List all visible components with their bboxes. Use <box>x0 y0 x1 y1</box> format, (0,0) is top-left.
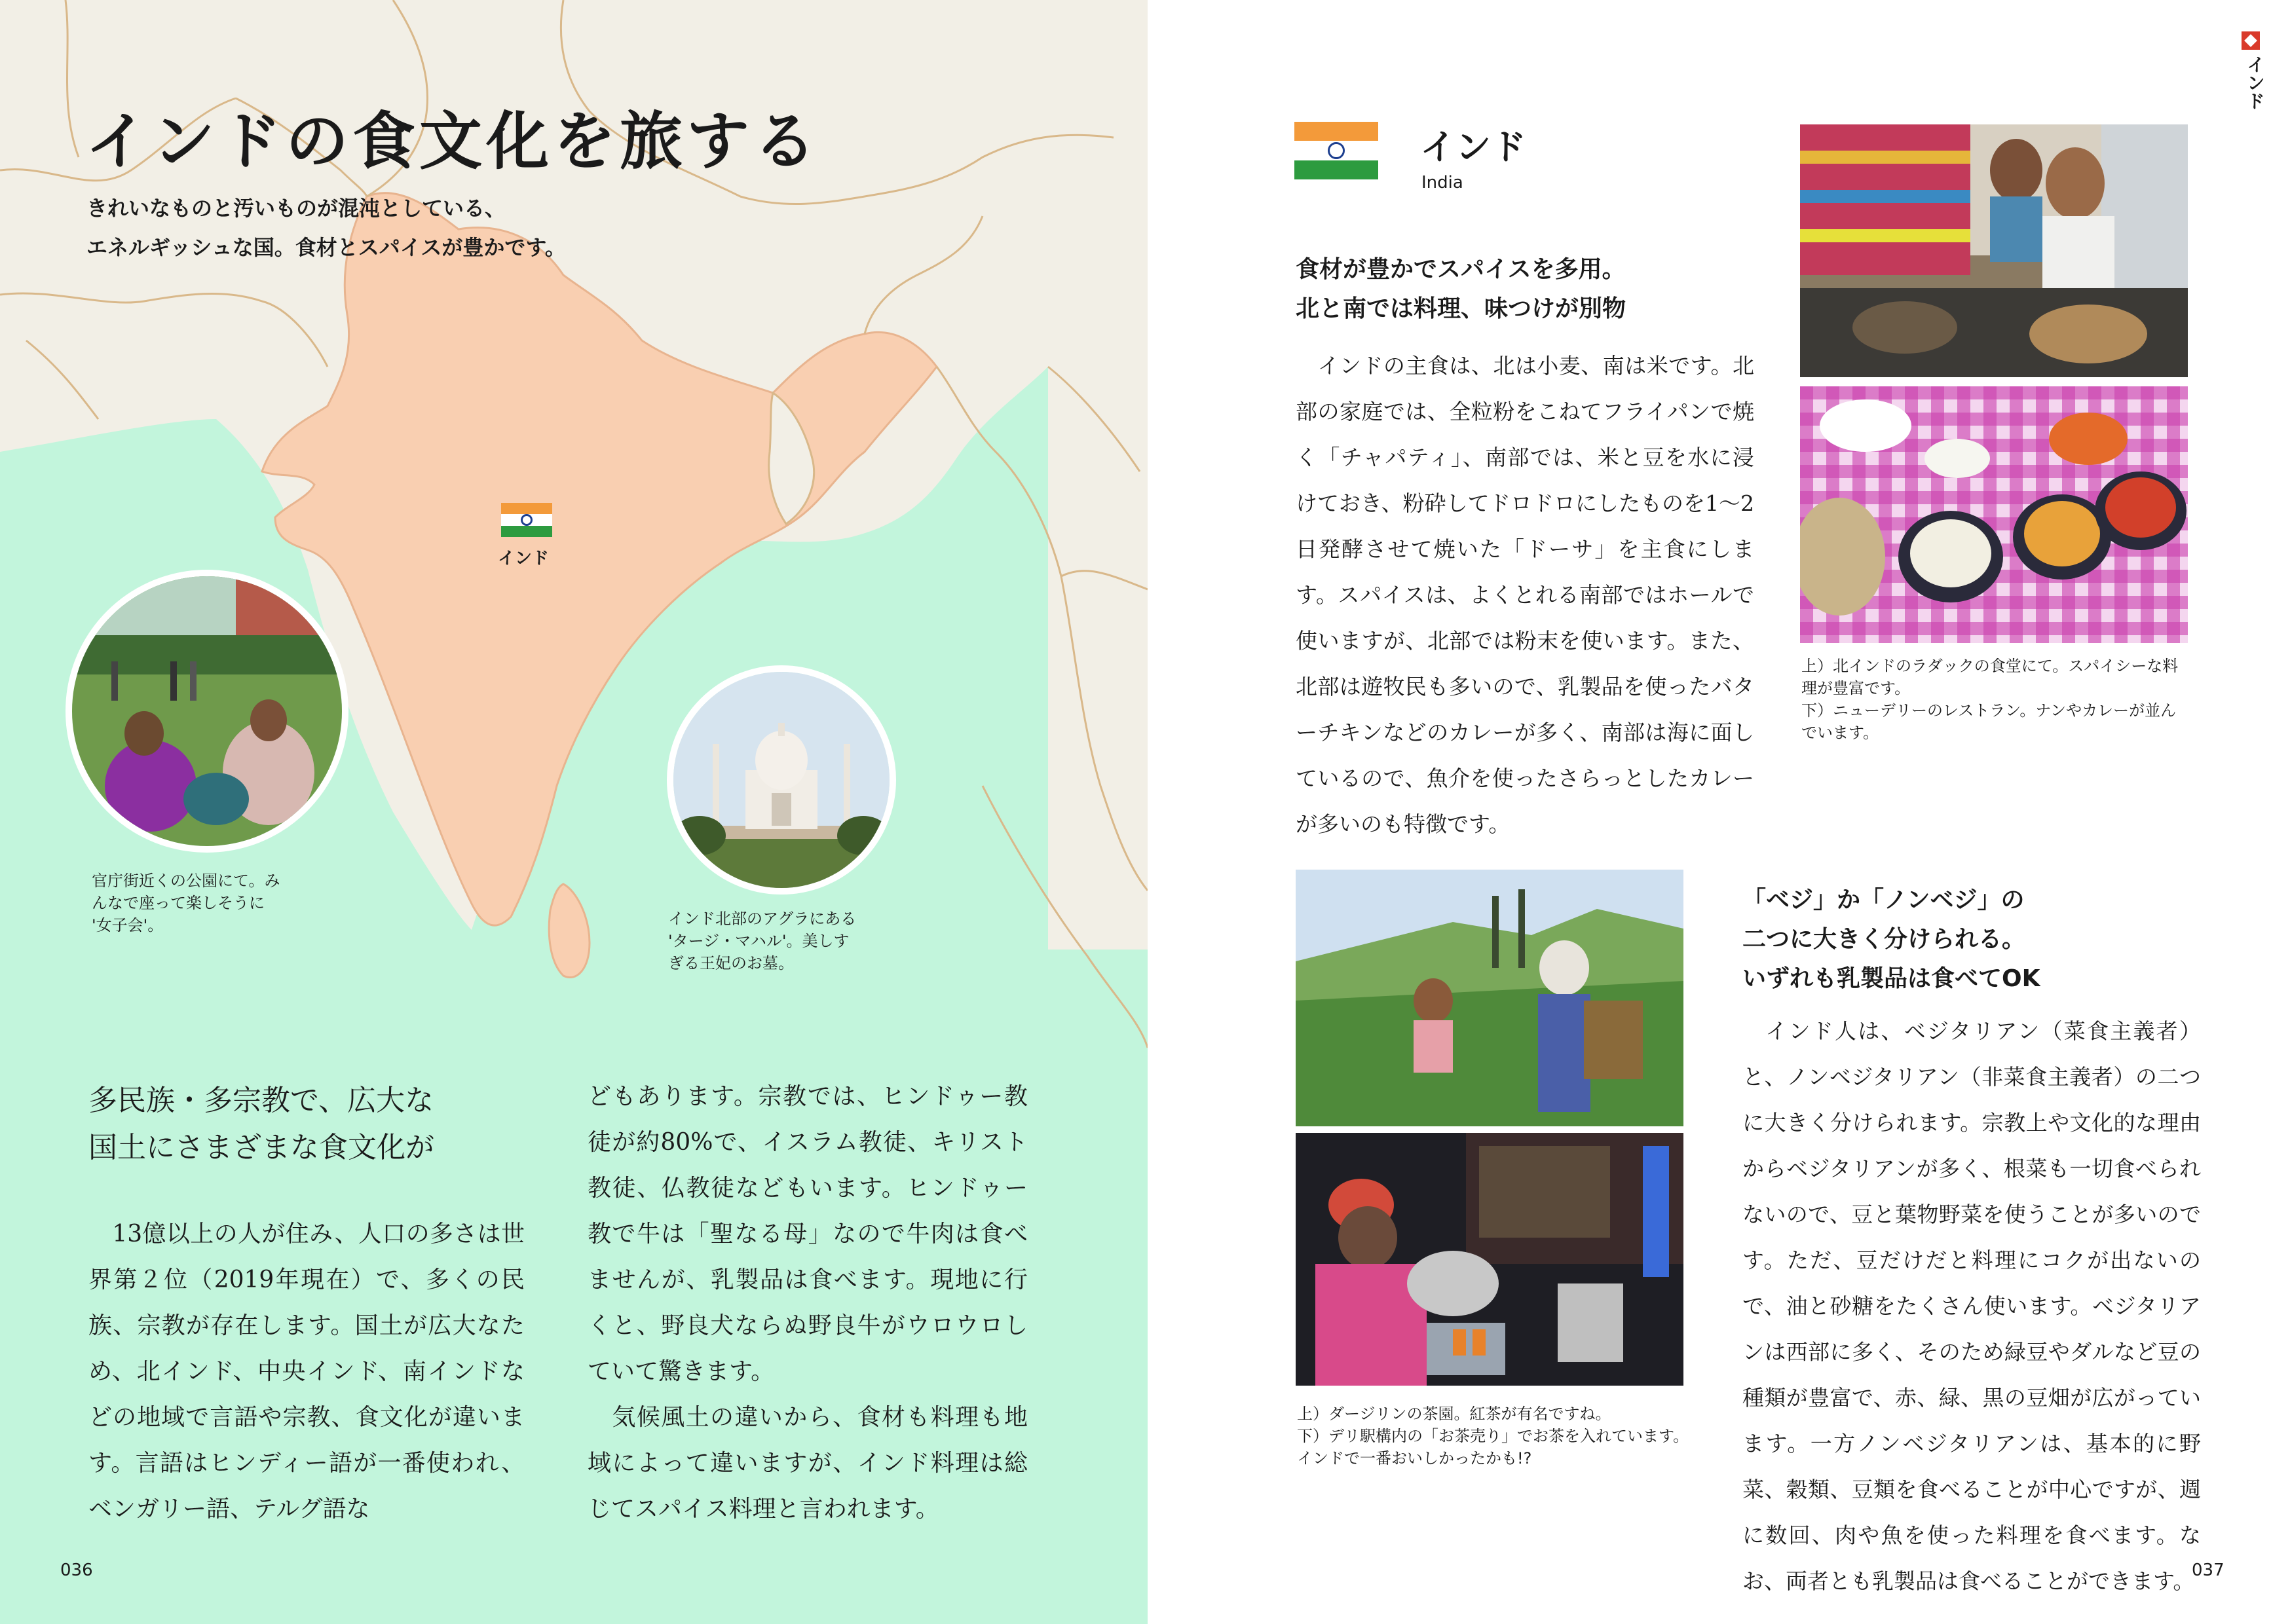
section1-body: インドの主食は、北は小麦、南は米です。北部の家庭では、全粒粉をこねてフライパンで焼く「チャパティ」、南部では、米と豆を水に浸けておき、粉砕してドロドロにしたものを1～2日発酵させて焼いた「ドーサ」を主食にします。スパイスは、よくとれる南部ではホールで使いますが、北部では粉末を使います。また、北部は遊牧民も多いので、乳製品を使ったバターチキンなどのカレーが多く、南部は海に面しているので、魚介を使ったさらっとしたカレーが多いのも特徴です。 <box>1296 353 1755 837</box>
photo-ladakh-diner <box>1800 124 2188 377</box>
country-name-ja: インド <box>1420 126 1526 168</box>
photo-park-caption: 官庁街近くの公園にて。み んなで座って楽しそうに '女子会'。 <box>92 872 280 934</box>
photo-darjeeling-tea-garden <box>1296 870 1683 1126</box>
article-col2-p2: 気候風土の違いから、食材も料理も地域によって違いますが、インド料理は総じてスパイス料理と言われます。 <box>588 1404 1028 1522</box>
photo-taj-mahal-caption: インド北部のアグラにある 'タージ・マハル'。美しす ぎる王妃のお墓。 <box>668 910 857 972</box>
photo-park <box>66 570 348 853</box>
tea-seller-illustration <box>1296 1133 1683 1386</box>
page-number-right: 037 <box>2192 1560 2224 1580</box>
article-col2 <box>588 1074 1028 1532</box>
map-country-label: インド <box>498 549 550 568</box>
darjeeling-illustration <box>1296 870 1683 1126</box>
section2-body: インド人は、ベジタリアン（菜食主義者）と、ノンベジタリアン（非菜食主義者）の二つに大きく分けられます。宗教上や文化的な理由からベジタリアンが多く、根菜も一切食べられないので、豆と葉物野菜を使うことが多いのです。ただ、豆だけだと料理にコクが出ないので、油と砂糖をたくさん使います。ベジタリアンは西部に多く、そのため緑豆やダルなど豆の種類が豊富で、赤、緑、黒の豆畑が広がっています。一方ノンベジタリアンは、基本的に野菜、穀類、豆類を食べることが中心ですが、週に数回、肉や魚を使った料理を食べます。なお、両者とも乳製品は食べることができます。 <box>1742 1018 2201 1594</box>
photos-bottom-caption: 上）ダージリンの茶園。紅茶が有名ですね。 下）デリ駅構内の「お茶売り」でお茶を入れています。インドで一番おいしかったかも!? <box>1297 1405 1689 1467</box>
photo-delhi-station-tea-seller <box>1296 1133 1683 1386</box>
photos-top-caption: 上）北インドのラダックの食堂にて。スパイシーな料理が豊富です。 下）ニューデリーのレストラン。ナンやカレーが並んでいます。 <box>1801 657 2179 742</box>
india-flag-icon <box>501 503 552 537</box>
photo-new-delhi-restaurant <box>1800 386 2188 643</box>
side-tab <box>2242 31 2268 110</box>
taj-mahal-illustration <box>673 672 890 888</box>
page-number-left: 036 <box>60 1560 93 1580</box>
article-col1: 13億以上の人が住み、人口の多さは世界第２位（2019年現在）で、多くの民族、宗教が存在します。国土が広大なため、北インド、中央インド、南インドなどの地域で言語や宗教、食文化が違います。言語はヒンディー語が一番使われ、ベンガリー語、テルグ語な <box>88 1221 525 1522</box>
india-flag-large-icon <box>1294 122 1378 179</box>
article-col2-p1: どもあります。宗教では、ヒンドゥー教徒が約80%で、イスラム教徒、キリスト教徒、仏教徒などもいます。ヒンドゥー教で牛は「聖なる母」なので牛肉は食べませんが、乳製品は食べます。現地に行くと、野良犬ならぬ野良牛がウロウロしていて驚きます。 <box>588 1083 1028 1385</box>
park-illustration <box>72 576 342 846</box>
side-tab-marker-icon <box>2242 31 2260 50</box>
side-tab-label: インド <box>2244 55 2266 110</box>
section1-heading: 食材が豊かでスパイスを多用。 北と南では料理、味つけが別物 <box>1296 256 1626 322</box>
section2-heading: 「ベジ」か「ノンベジ」の 二つに大きく分けられる。 いずれも乳製品は食べてOK <box>1742 887 2040 992</box>
page-title: インドの食文化を旅する <box>85 105 820 178</box>
new-delhi-restaurant-illustration <box>1800 386 2188 643</box>
lead-text: きれいなものと汚いものが混沌としている、 エネルギッシュな国。食材とスパイスが豊かです。 <box>86 196 566 260</box>
photo-taj-mahal <box>667 665 896 895</box>
ladakh-diner-illustration <box>1800 124 2188 377</box>
country-name-en: India <box>1421 173 1463 193</box>
article-heading: 多民族・多宗教で、広大な 国土にさまざまな食文化が <box>88 1084 434 1164</box>
